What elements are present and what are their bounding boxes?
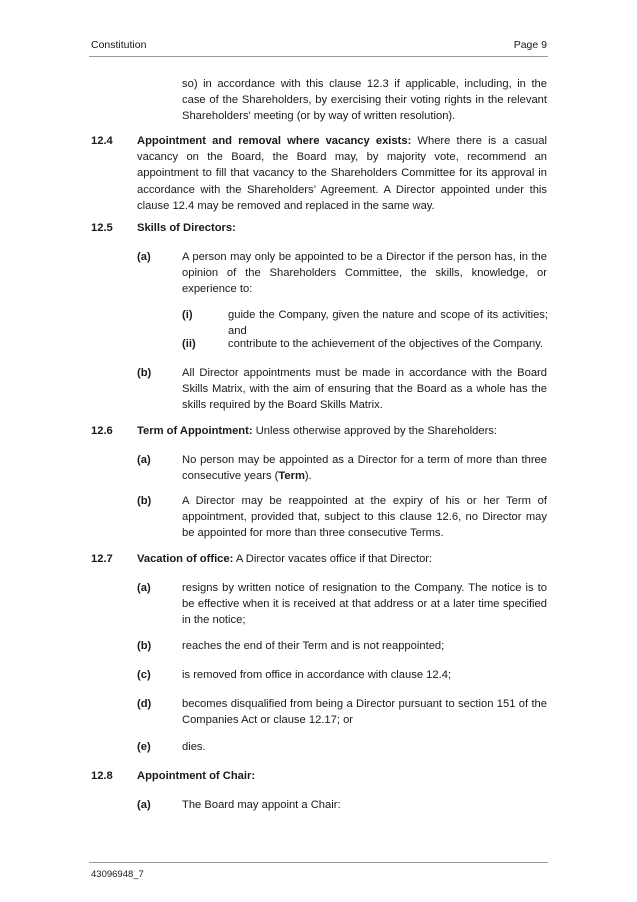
clause-number: 12.4 — [91, 135, 113, 147]
item-text: reaches the end of their Term and is not reappointed; — [182, 640, 445, 652]
subitem-label: (ii) — [182, 338, 196, 350]
item-text-part: ). — [304, 470, 312, 483]
clause-number: 12.6 — [91, 425, 113, 437]
clause-heading: Appointment and removal where vacancy exists: — [137, 135, 412, 147]
clause-12-4-paragraph — [137, 133, 547, 214]
item-label: (b) — [137, 367, 152, 379]
continuation-paragraph: so) in accordance with this clause 12.3 if applicable, including, in the case of the Shareholders, by exercising their voting rights in the relevant Shareholders' meeting (or by way of written resolution). — [182, 78, 547, 123]
item-label: (a) — [137, 251, 151, 263]
defined-term: Term — [278, 470, 305, 483]
item-text: resigns by written notice of resignation to the Company. The notice is to be effective when it is received at that address or at a later time specified in the notice; — [182, 582, 547, 627]
footer-rule — [89, 862, 548, 863]
clause-12-7-intro — [137, 551, 547, 567]
clause-heading: Vacation of office: — [137, 553, 234, 565]
header-rule — [89, 56, 548, 57]
subitem-text: guide the Company, given the nature and scope of its activities; and — [228, 309, 548, 338]
item-label: (c) — [137, 669, 151, 681]
item-text: A Director may be reappointed at the expiry of his or her Term of appointment, provided that, subject to this clause 12.6, no Director may be appointed for more than three consecutive Terms. — [182, 495, 547, 540]
item-label: (e) — [137, 741, 151, 753]
clause-text: Unless otherwise approved by the Shareholders: — [252, 425, 497, 437]
page-number: Page 9 — [513, 39, 547, 51]
clause-heading: Appointment of Chair: — [137, 770, 256, 782]
item-text: All Director appointments must be made in accordance with the Board Skills Matrix, with the aim of ensuring that the Board as a whole has the skills required by the Board Skills Matrix. — [182, 367, 547, 412]
clause-number: 12.8 — [91, 770, 113, 782]
clause-heading: Skills of Directors: — [137, 222, 236, 234]
item-label: (a) — [137, 454, 151, 466]
clause-number: 12.5 — [91, 222, 113, 234]
item-text: is removed from office in accordance with clause 12.4; — [182, 669, 452, 681]
subitem-label: (i) — [182, 309, 193, 321]
item-text: The Board may appoint a Chair: — [182, 799, 341, 811]
item-text: becomes disqualified from being a Director pursuant to section 151 of the Companies Act or clause 12.17; or — [182, 698, 547, 727]
item-label: (a) — [137, 799, 151, 811]
item-text: dies. — [182, 741, 206, 753]
item-label: (a) — [137, 582, 151, 594]
clause-text: Where there is a casual vacancy on the Board, the Board may, by majority vote, recommend an appointment to fill that vacancy to the Shareholders Committee for its approval in accordance with the Shareholders’ Agreement. A Director appointed under this clause 12.4 may be removed and replaced in the same way. — [137, 135, 547, 212]
clause-text: A Director vacates office if that Director: — [233, 553, 433, 565]
clause-number: 12.7 — [91, 553, 113, 565]
document-id: 43096948_7 — [91, 869, 144, 880]
item-text — [182, 452, 547, 484]
item-text-part: No person may be appointed as a Director for a term of more than three consecutive years ( — [182, 454, 547, 483]
item-text: A person may only be appointed to be a Director if the person has, in the opinion of the Shareholders Committee, the skills, knowledge, or experience to: — [182, 251, 547, 296]
item-label: (b) — [137, 495, 152, 507]
item-label: (b) — [137, 640, 152, 652]
clause-12-6-intro — [137, 423, 547, 439]
header-title: Constitution — [91, 39, 147, 51]
clause-heading: Term of Appointment: — [137, 425, 253, 437]
subitem-text: contribute to the achievement of the objectives of the Company. — [228, 338, 544, 350]
item-label: (d) — [137, 698, 152, 710]
